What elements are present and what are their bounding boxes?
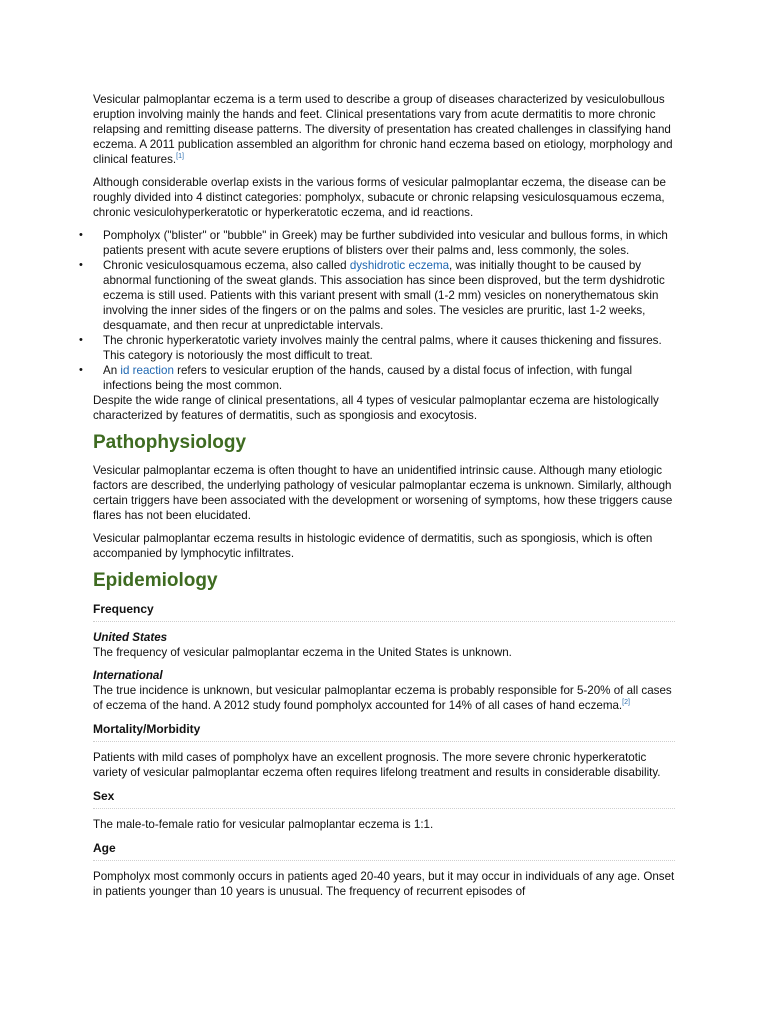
intro-paragraph-1 (93, 92, 675, 167)
international-text-body: The true incidence is unknown, but vesicular palmoplantar eczema is probably responsible for 5-20% of all cases of eczema of the hand. A 2012 study found pompholyx accounted for 14% of all cases of hand eczema. (93, 684, 672, 712)
mortality-morbidity-heading: Mortality/Morbidity (93, 721, 675, 742)
intro-paragraph-2: Although considerable overlap exists in the various forms of vesicular palmoplantar eczema, the disease can be roughly divided into 4 distinct categories: pompholyx, subacute or chronic relapsing vesiculosquamous eczema, chronic vesiculohyperkeratotic or hyperkeratotic eczema, and id reactions. (93, 176, 666, 219)
summary-paragraph: Despite the wide range of clinical presentations, all 4 types of vesicular palmoplantar eczema are histologically characterized by features of dermatitis, such as spongiosis and exocytosis. (93, 394, 659, 422)
international-heading: International (93, 669, 163, 682)
pathophysiology-paragraph-1: Vesicular palmoplantar eczema is often thought to have an unidentified intrinsic cause. Although many etiologic factors are described, the underlying pathology of vesicular palmoplantar eczema is unknown. Similarly, although certain triggers have been associated with the development or worsening of symptoms, how these triggers cause flares has not been elucidated. (93, 464, 673, 522)
category-list (79, 228, 675, 393)
article-body (79, 92, 675, 907)
reference-2-link[interactable]: [2] (622, 699, 630, 706)
bullet-icon: • (79, 334, 83, 346)
sex-heading: Sex (93, 788, 675, 809)
age-text: Pompholyx most commonly occurs in patients aged 20-40 years, but it may occur in individuals of any age. Onset in patients younger than 10 years is unusual. The frequency of recurrent episodes of (93, 870, 675, 898)
united-states-heading: United States (93, 631, 168, 644)
international-text (93, 683, 675, 713)
frequency-heading: Frequency (93, 601, 675, 622)
list-item-text: The chronic hyperkeratotic variety involves mainly the central palms, where it causes thickening and fissures. This category is notoriously the most difficult to treat. (103, 334, 662, 362)
id-reaction-link[interactable]: id reaction (120, 364, 174, 377)
list-item (79, 363, 675, 393)
bullet-icon: • (79, 364, 83, 376)
dyshidrotic-eczema-link[interactable]: dyshidrotic eczema (349, 259, 450, 272)
pathophysiology-heading: Pathophysiology (93, 432, 247, 453)
list-item (79, 258, 675, 333)
bullet-icon: • (79, 259, 83, 271)
intro-paragraph-1-text: Vesicular palmoplantar eczema is a term used to describe a group of diseases characterized by vesiculobullous eruption involving mainly the hands and feet. Clinical presentations vary from acute dermatitis to more chronic relapsing and remitting disease patterns. The diversity of presentation has created challenges in classifying hand eczema. A 2011 publication assembled an algorithm for chronic hand eczema based on etiology, morphology and clinical features. (93, 93, 673, 166)
list-item (79, 333, 675, 363)
reference-1-link[interactable]: [1] (176, 153, 184, 160)
bullet-icon: • (79, 229, 83, 241)
international-section (93, 668, 675, 713)
list-item-text: An (103, 364, 121, 377)
united-states-section (93, 630, 675, 660)
pathophysiology-paragraph-2: Vesicular palmoplantar eczema results in histologic evidence of dermatitis, such as spongiosis, which is often accompanied by lymphocytic infiltrates. (93, 532, 653, 560)
age-heading: Age (93, 840, 675, 861)
list-item-text: refers to vesicular eruption of the hands, caused by a distal focus of infection, with fungal infections being the most common. (103, 364, 633, 392)
sex-text: The male-to-female ratio for vesicular palmoplantar eczema is 1:1. (93, 818, 434, 831)
list-item-text: , was initially thought to be caused by abnormal functioning of the sweat glands. This association has since been disproved, but the term dyshidrotic eczema is still used. Patients with this variant present with small (1-2 mm) vesicles on nonerythematous skin involving the inner sides of the fingers or on the palms and soles. The vesicles are pruritic, last 1-2 weeks, desquamate, and then recur at unpredictable intervals. (103, 259, 665, 332)
mortality-morbidity-text: Patients with mild cases of pompholyx have an excellent prognosis. The more severe chronic hyperkeratotic variety of vesicular palmoplantar eczema often requires lifelong treatment and results in considerable disability. (93, 751, 661, 779)
list-item-text: Chronic vesiculosquamous eczema, also called (103, 259, 350, 272)
united-states-text: The frequency of vesicular palmoplantar eczema in the United States is unknown. (93, 646, 512, 659)
list-item-text: Pompholyx ("blister" or "bubble" in Greek) may be further subdivided into vesicular and bullous forms, in which patients present with acute severe eruptions of blisters over their palms and, less commonly, the soles. (103, 229, 668, 257)
epidemiology-heading: Epidemiology (93, 570, 218, 591)
list-item (79, 228, 675, 258)
